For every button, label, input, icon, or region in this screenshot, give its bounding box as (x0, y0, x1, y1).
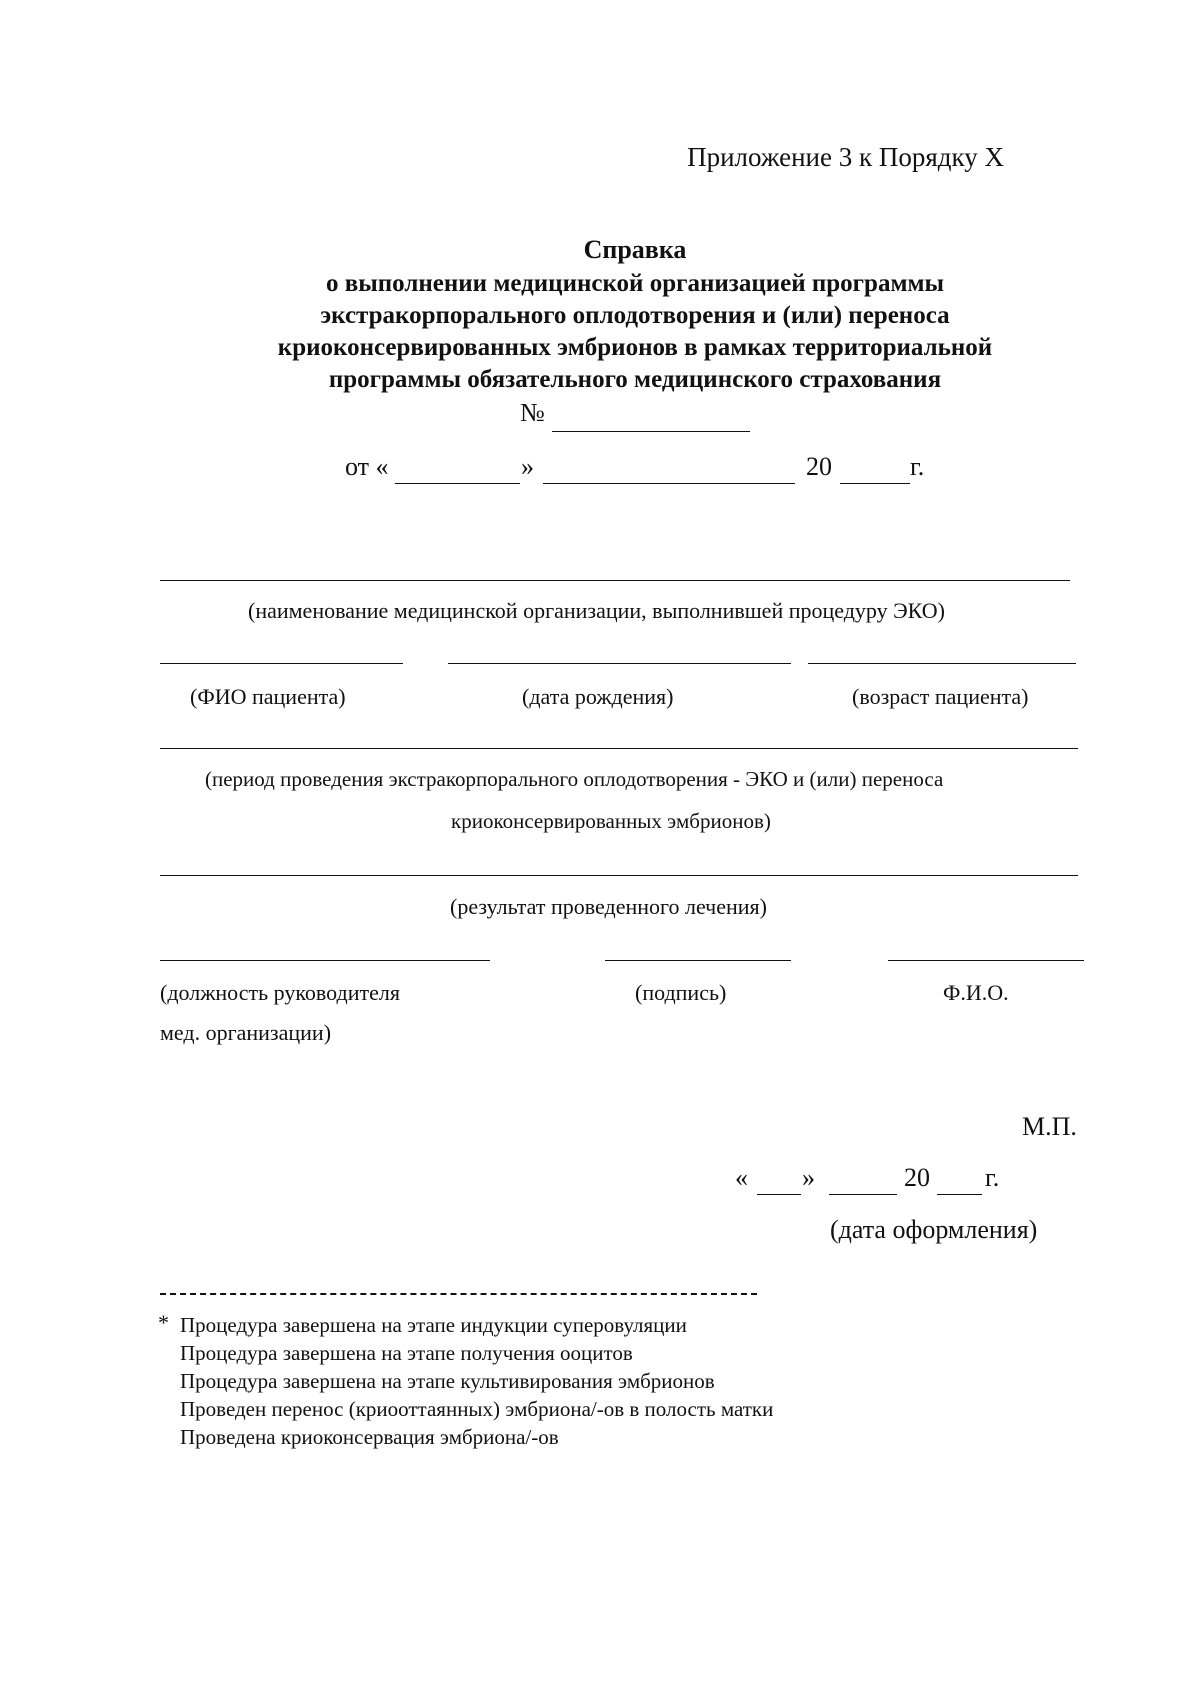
number-blank (552, 431, 750, 432)
issue-date-day-blank (757, 1194, 801, 1195)
document-subtitle-line-3: криоконсервированных эмбрионов в рамках территориальной (277, 334, 993, 361)
position-caption-line-1: (должность руководителя (160, 980, 400, 1005)
organization-blank (160, 580, 1070, 581)
fio-blank (888, 960, 1084, 961)
issue-date-caption: (дата оформления) (830, 1215, 1038, 1244)
period-blank (160, 748, 1078, 749)
signature-caption: (подпись) (635, 980, 727, 1005)
document-title: Справка (583, 235, 687, 264)
date-prefix: от « (345, 452, 389, 481)
patient-name-blank (160, 663, 403, 664)
patient-age-caption: (возраст пациента) (852, 684, 1029, 709)
document-subtitle-line-4: программы обязательного медицинского страхования (328, 366, 942, 393)
issue-date-month-blank (829, 1194, 897, 1195)
issue-date-close-quote: » (802, 1163, 815, 1192)
signature-blank (605, 960, 791, 961)
stamp-place: М.П. (1022, 1112, 1077, 1141)
date-day-blank (395, 483, 520, 484)
footnote-item: Проведена криоконсервация эмбриона/-ов (180, 1425, 559, 1449)
period-caption-line-1: (период проведения экстракорпорального оплодотворения - ЭКО и (или) переноса (205, 767, 944, 791)
position-blank (160, 960, 490, 961)
footnote-item: Процедура завершена на этапе культивирования эмбрионов (180, 1369, 715, 1393)
result-caption: (результат проведенного лечения) (450, 894, 767, 919)
period-caption-line-2: криоконсервированных эмбрионов) (451, 809, 771, 833)
footnote-item: Проведен перенос (криооттаянных) эмбриона/-ов в полость матки (180, 1397, 774, 1421)
date-year-prefix: 20 (806, 452, 832, 481)
birth-date-blank (448, 663, 791, 664)
issue-date-year-blank (937, 1194, 982, 1195)
date-year-blank (840, 483, 910, 484)
appendix-reference: Приложение 3 к Порядку X (687, 142, 1004, 172)
patient-age-blank (808, 663, 1076, 664)
date-close-quote: » (521, 452, 534, 481)
issue-date-year-prefix: 20 (904, 1163, 930, 1192)
footnote-marker: * (158, 1310, 169, 1335)
footnote-item: Процедура завершена на этапе индукции суперовуляции (180, 1313, 687, 1337)
issue-date-open-quote: « (735, 1163, 748, 1192)
document-subtitle-line-2: экстракорпорального оплодотворения и (или) переноса (320, 302, 950, 329)
document-subtitle-line-1: о выполнении медицинской организацией программы (325, 270, 945, 297)
birth-date-caption: (дата рождения) (522, 684, 674, 709)
footnote-item: Процедура завершена на этапе получения ооцитов (180, 1341, 633, 1365)
issue-date-year-suffix: г. (985, 1163, 1000, 1192)
date-month-blank (543, 483, 795, 484)
patient-name-caption: (ФИО пациента) (190, 684, 346, 709)
organization-caption: (наименование медицинской организации, выполнившей процедуру ЭКО) (248, 598, 946, 623)
position-caption-line-2: мед. организации) (160, 1020, 332, 1045)
footnote-separator (160, 1293, 757, 1295)
date-year-suffix: г. (910, 452, 925, 481)
number-sign: № (520, 398, 545, 427)
fio-caption: Ф.И.О. (943, 980, 1009, 1005)
result-blank (160, 875, 1078, 876)
